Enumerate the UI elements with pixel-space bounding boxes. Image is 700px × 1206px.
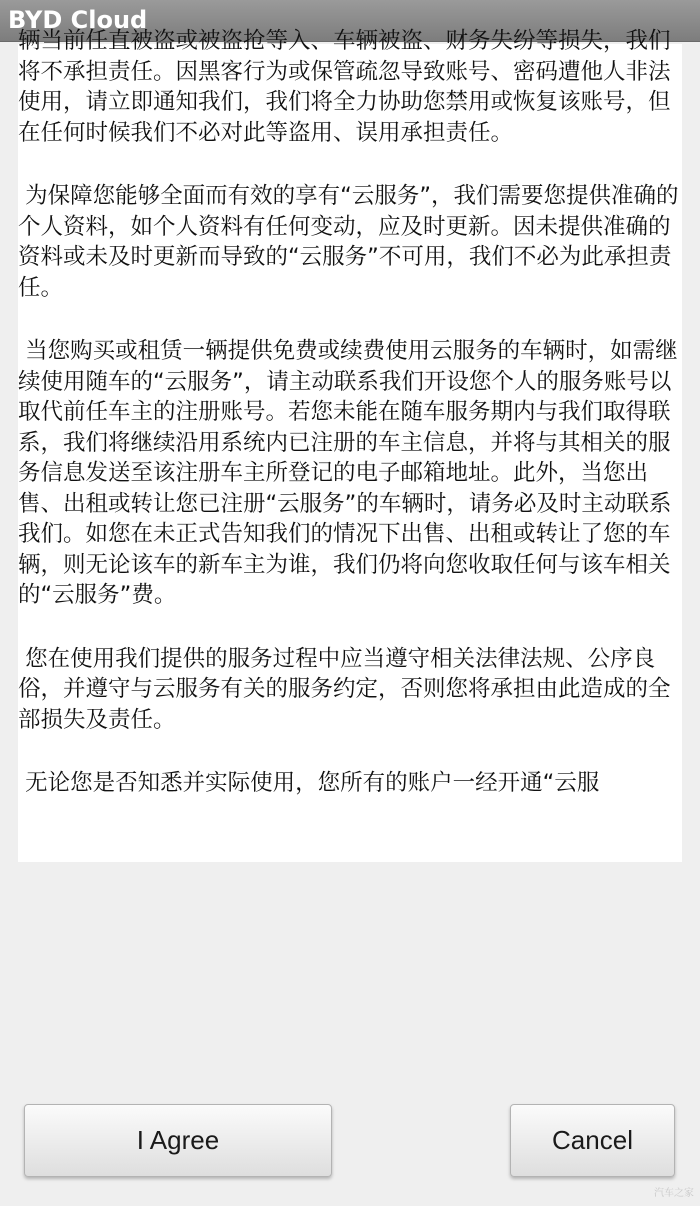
- agree-button[interactable]: I Agree: [24, 1104, 332, 1177]
- agreement-paragraph: 当您购买或租赁一辆提供免费或续费使用云服务的车辆时，如需继续使用随车的“云服务”，请主动联系我们开设您个人的服务账号以取代前任车主的注册账号。若您未能在随车服务期内与我们取得联系，我们将继续沿用系统内已注册的车主信息，并将与其相关的服务信息发送至该注册车主所登记的电子邮箱地址。此外，当您出售、出租或转让您已注册“云服务”的车辆时，请务必及时主动联系我们。如您在未正式告知我们的情况下出售、出租或转让了您的车辆，则无论该车的新车主为谁，我们仍将向您收取任何与该车相关的“云服务”费。: [18, 338, 678, 608]
- agreement-paragraph: 为保障您能够全面而有效的享有“云服务”，我们需要您提供准确的个人资料，如个人资料有任何变动，应及时更新。因未提供准确的资料或未及时更新而导致的“云服务”不可用，我们不必为此承担责任。: [18, 183, 679, 301]
- watermark: 汽车之家: [654, 1188, 694, 1199]
- agreement-paragraph: 您在使用我们提供的服务过程中应当遵守相关法律法规、公序良俗，并遵守与云服务有关的服务约定，否则您将承担由此造成的全部损失及责任。: [18, 645, 671, 733]
- agreement-paragraph: 无论您是否知悉并实际使用，您所有的账户一经开通“云服: [18, 770, 600, 796]
- agreement-text-area[interactable]: [18, 28, 682, 862]
- agreement-content: [18, 26, 682, 832]
- agreement-paragraph: 辆当前任直被盗或被盗抢等入、车辆被盗、财务失纷等损失，我们将不承担责任。因黑客行为或保管疏忽导致账号、密码遭他人非法使用，请立即通知我们，我们将全力协助您禁用或恢复该账号，但在任何时候我们不必对此等盗用、误用承担责任。: [18, 28, 671, 146]
- window-title: BYD Cloud: [8, 6, 148, 34]
- cancel-button[interactable]: Cancel: [510, 1104, 675, 1177]
